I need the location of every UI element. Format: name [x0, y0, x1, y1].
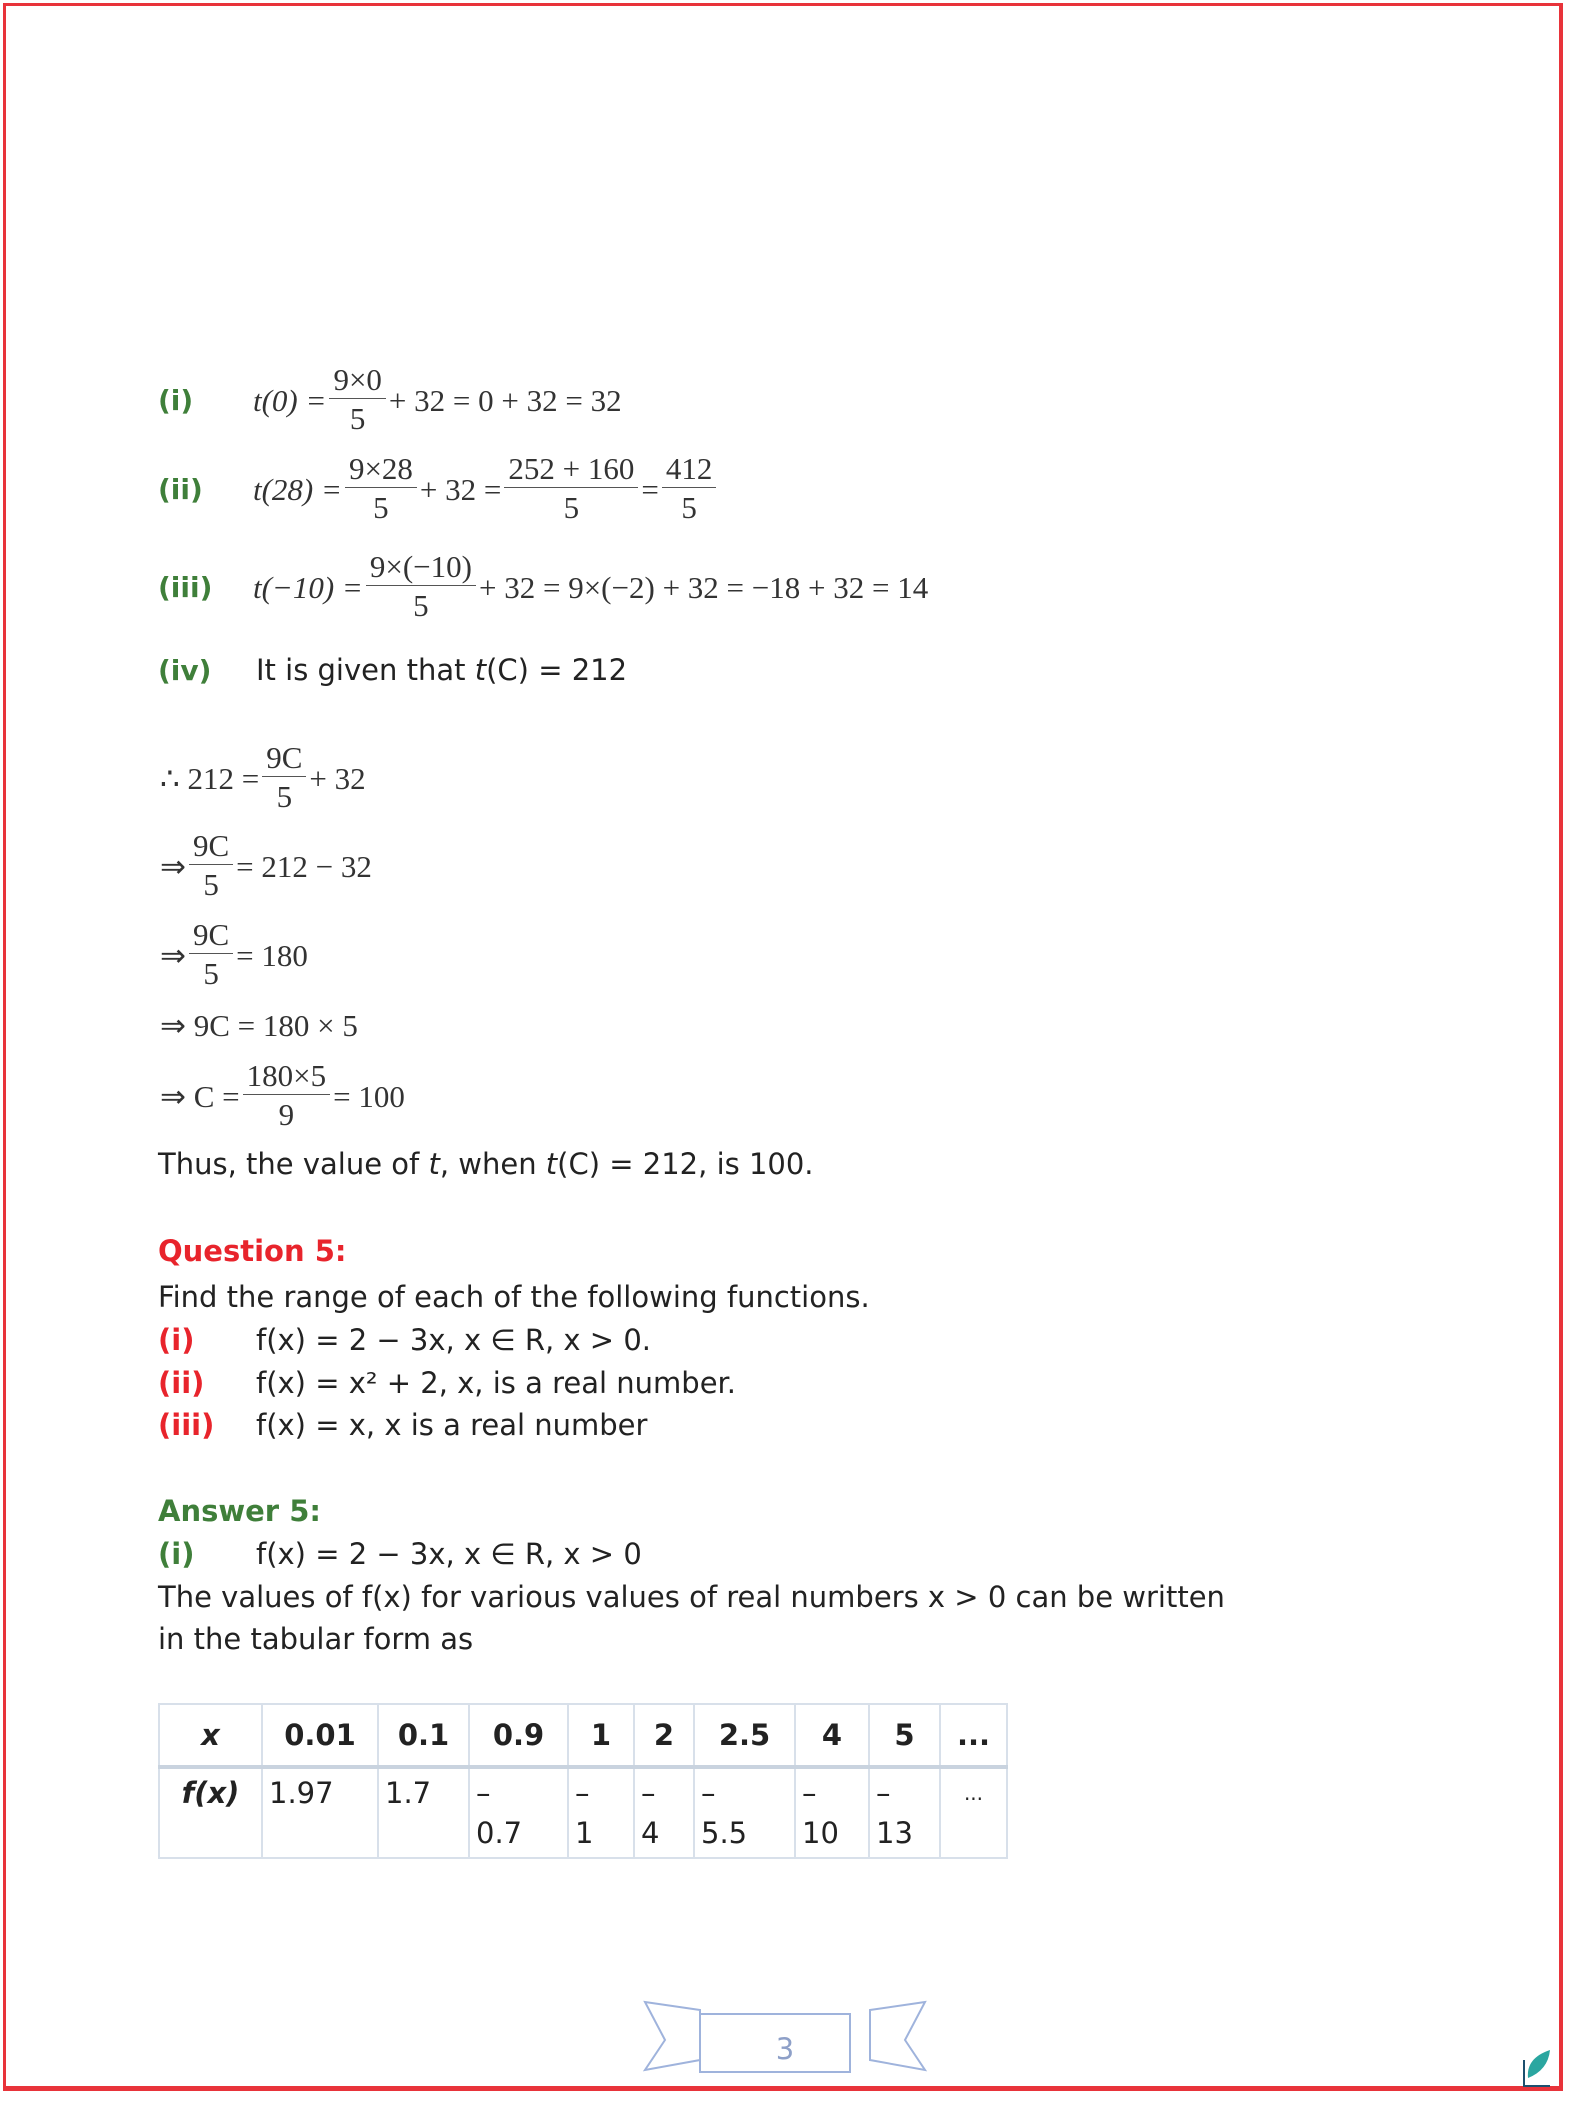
- num: 252 + 160: [504, 451, 638, 488]
- pre: ⇒ C =: [160, 1078, 240, 1114]
- rest: + 32 = 0 + 32 = 32: [388, 382, 622, 418]
- lhs: t(−10) =: [253, 569, 363, 605]
- text: ⇒ 9C = 180 × 5: [160, 1008, 358, 1043]
- math: [253, 451, 719, 528]
- pre: ⇒: [160, 937, 186, 973]
- label: (iv): [158, 654, 212, 687]
- conclusion: [158, 1146, 814, 1182]
- lhs: t(0) =: [253, 382, 327, 418]
- den: 5: [413, 588, 429, 623]
- post: + 32: [309, 760, 366, 796]
- text: It is given that: [256, 653, 475, 687]
- mid: + 32 =: [419, 471, 502, 507]
- post: = 180: [236, 937, 308, 973]
- table-cell: – 13: [869, 1767, 940, 1858]
- label: (iii): [158, 1408, 215, 1442]
- text: (C) = 212, is 100.: [557, 1147, 814, 1181]
- step-3: [160, 917, 308, 994]
- table-header-row: [159, 1704, 1007, 1767]
- num: 9C: [262, 740, 306, 777]
- label: (ii): [158, 1366, 205, 1400]
- line-iv: [158, 652, 627, 689]
- table-header-cell: 0.1: [378, 1704, 469, 1767]
- pre: ⇒: [160, 848, 186, 884]
- num: 9C: [189, 917, 233, 954]
- den: 9: [278, 1097, 295, 1132]
- label: (ii): [158, 473, 203, 506]
- table-header-cell: 1: [568, 1704, 634, 1767]
- step-1: [160, 740, 366, 817]
- table-header-cell: 2: [634, 1704, 694, 1767]
- post: = 212 − 32: [236, 848, 372, 884]
- post: = 100: [333, 1078, 405, 1114]
- den: 5: [349, 401, 366, 436]
- fraction: [345, 451, 417, 528]
- table-cell: ...: [940, 1767, 1007, 1858]
- fraction: [662, 451, 717, 528]
- lhs: t(28) =: [253, 471, 342, 507]
- step-2: [160, 828, 372, 905]
- question-item: [158, 1407, 647, 1443]
- table-cell: 1.97: [262, 1767, 378, 1858]
- answer-line: in the tabular form as: [158, 1622, 474, 1656]
- values-table: [158, 1703, 1008, 1859]
- table-row: [159, 1767, 1007, 1858]
- den: 5: [203, 867, 219, 902]
- table-header-cell: 0.01: [262, 1704, 378, 1767]
- num: 180×5: [243, 1058, 330, 1095]
- eq-iii: [158, 549, 928, 626]
- question-item: [158, 1365, 736, 1401]
- fraction: [366, 549, 476, 626]
- label: (i): [158, 1323, 195, 1357]
- table-header-cell: ...: [940, 1704, 1007, 1767]
- table-header-cell: 4: [795, 1704, 869, 1767]
- text: f(x) = 2 − 3x, x ∈ R, x > 0.: [256, 1323, 651, 1357]
- rest: + 32 = 9×(−2) + 32 = −18 + 32 = 14: [478, 569, 929, 605]
- table-cell: – 4: [634, 1767, 694, 1858]
- question-item: [158, 1322, 651, 1358]
- fraction: [504, 451, 638, 528]
- text: f(x) = 2 − 3x, x ∈ R, x > 0: [256, 1537, 642, 1571]
- fraction: [243, 1058, 330, 1135]
- table-header-cell: x: [159, 1704, 262, 1767]
- eq-i: [158, 362, 622, 439]
- den: 5: [203, 956, 219, 991]
- math: [253, 362, 622, 439]
- table-cell: – 5.5: [694, 1767, 795, 1858]
- den: 5: [373, 490, 389, 525]
- num: 412: [662, 451, 717, 488]
- var: t: [474, 653, 487, 687]
- eq-ii: [158, 451, 719, 528]
- table-header-cell: 0.9: [469, 1704, 568, 1767]
- text: f(x) = x, x is a real number: [256, 1408, 648, 1442]
- text: Thus, the value of: [158, 1147, 429, 1181]
- den: 5: [563, 490, 580, 525]
- table-cell: – 10: [795, 1767, 869, 1858]
- question-prompt: Find the range of each of the following functions.: [158, 1280, 870, 1314]
- label: (i): [158, 384, 194, 417]
- pre: ∴ 212 =: [160, 760, 260, 796]
- table-cell: f(x): [159, 1767, 262, 1858]
- num: 9×28: [345, 451, 417, 488]
- num: 9C: [189, 828, 233, 865]
- label: (iii): [158, 571, 213, 604]
- page-number: 3: [775, 2032, 795, 2066]
- text: (C) = 212: [486, 653, 628, 687]
- text: f(x) = x² + 2, x, is a real number.: [256, 1366, 737, 1400]
- den: 5: [276, 779, 293, 814]
- fraction: [262, 740, 306, 817]
- table-cell: – 0.7: [469, 1767, 568, 1858]
- edurite-logo-icon: [1520, 2048, 1556, 2088]
- table-header-cell: 2.5: [694, 1704, 795, 1767]
- answer-line: The values of f(x) for various values of real numbers x > 0 can be written: [158, 1580, 1225, 1614]
- fraction: [189, 917, 233, 994]
- table-header-cell: 5: [869, 1704, 940, 1767]
- text: , when: [439, 1147, 546, 1181]
- step-4: [160, 1008, 358, 1044]
- table-cell: 1.7: [378, 1767, 469, 1858]
- fraction: [329, 362, 385, 439]
- label: (i): [158, 1537, 195, 1571]
- num: 9×(−10): [366, 549, 476, 586]
- math: [253, 549, 928, 626]
- step-5: [160, 1058, 405, 1135]
- question-title: Question 5:: [158, 1234, 347, 1268]
- den: 5: [681, 490, 697, 525]
- answer-title: Answer 5:: [158, 1494, 321, 1528]
- var: t: [545, 1147, 558, 1181]
- answer-item: [158, 1536, 642, 1572]
- table-cell: – 1: [568, 1767, 634, 1858]
- eq: =: [641, 471, 659, 507]
- var: t: [428, 1147, 440, 1181]
- num: 9×0: [329, 362, 385, 399]
- fraction: [189, 828, 233, 905]
